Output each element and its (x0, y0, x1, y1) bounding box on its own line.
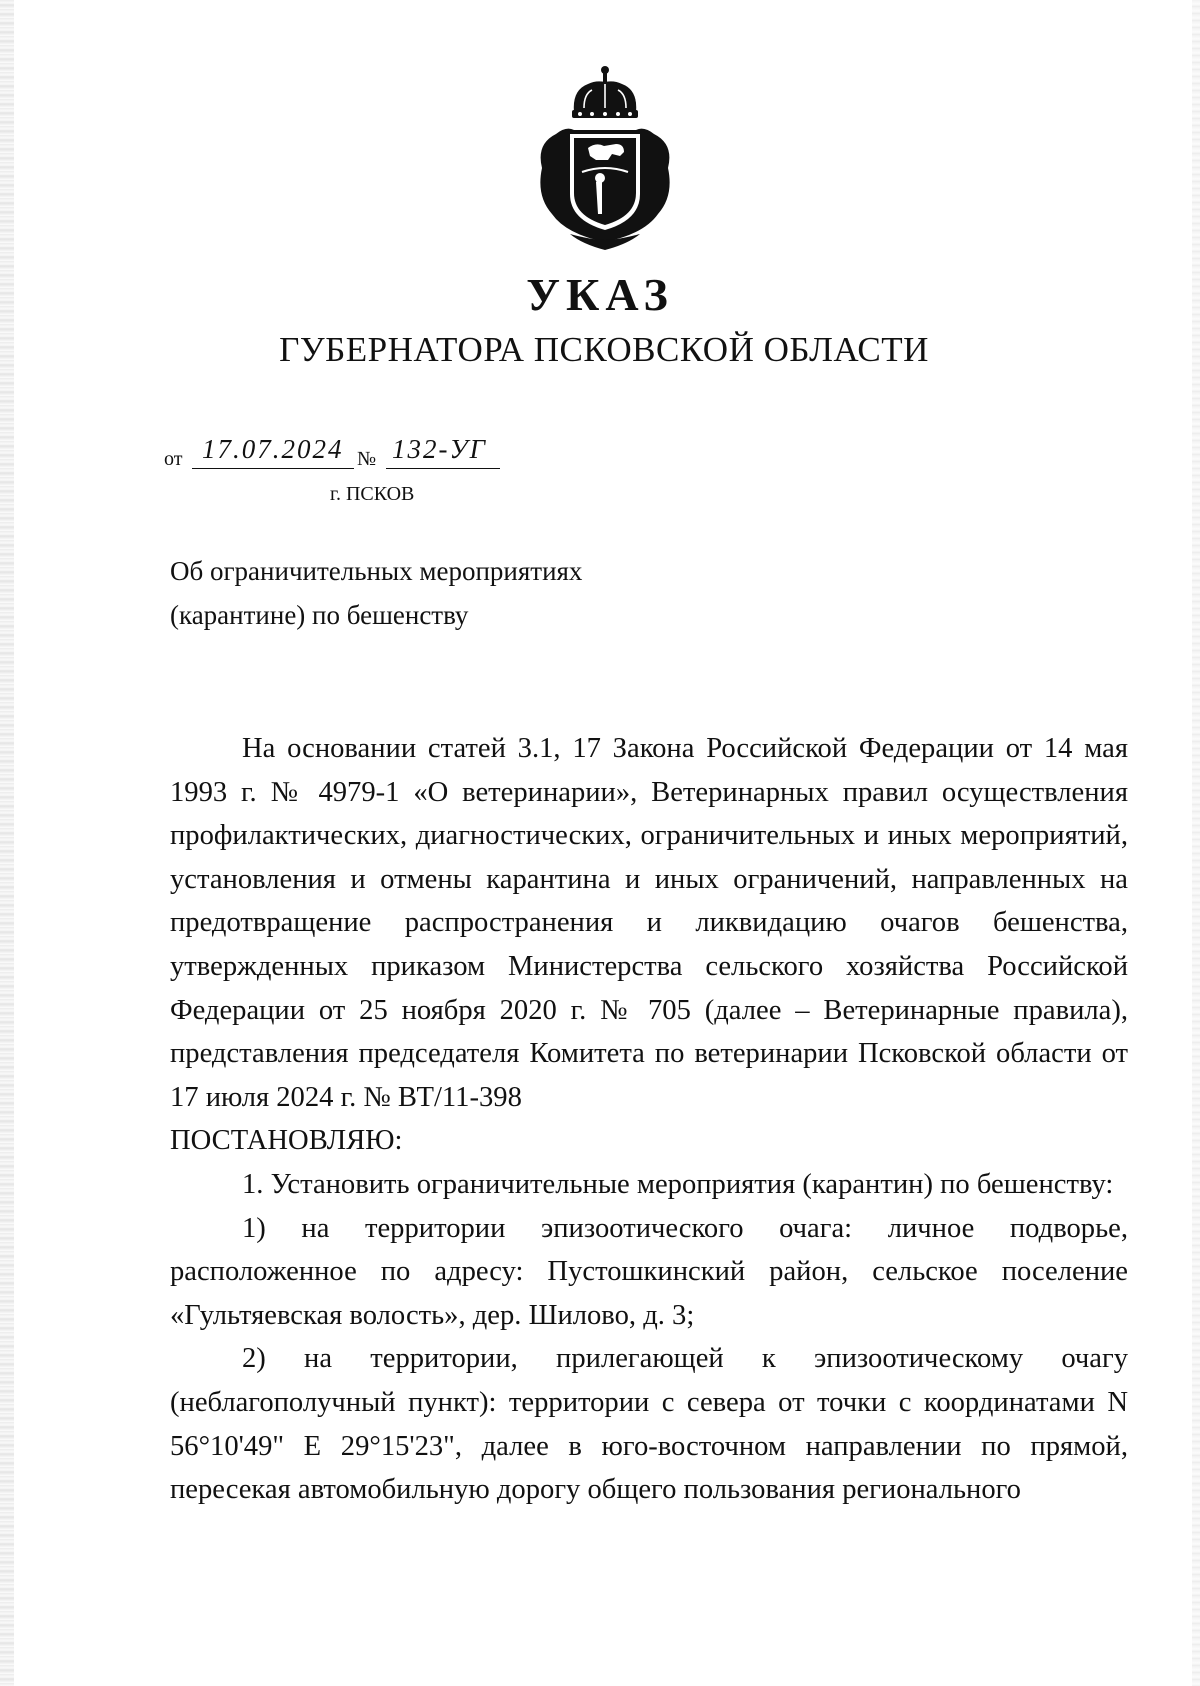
decree-subject (170, 549, 582, 637)
scan-edge-left (0, 0, 14, 1686)
date-underline (192, 468, 354, 469)
number-prefix: № (357, 448, 377, 470)
clause-1: 1. Установить ограничительные мероприятия (карантин) по бешенству: (242, 1168, 1114, 1200)
number-underline (386, 468, 500, 469)
subject-line: (карантине) по бешенству (170, 600, 469, 630)
resolve-heading: ПОСТАНОВЛЯЮ: (170, 1125, 403, 1157)
handwritten-number: 132-УГ (392, 434, 488, 464)
decree-title: УКАЗ (526, 269, 674, 320)
clause-1-item-2: 2) на территории, прилегающей к эпизоотическому очагу (неблагополучный пункт): территории с севера от точки с координатами N 56°10'49" E 29°15'23", далее в юго-восточном направлении по прямой, пересекая автомобильную дорогу общего пользования регионального (170, 1343, 1128, 1506)
preamble-paragraph: На основании статей 3.1, 17 Закона Российской Федерации от 14 мая 1993 г. № 4979-1 «О ветеринарии», Ветеринарных правил осуществления профилактических, диагностических, ограничительных и иных мероприятий, установления и отмены карантина и иных ограничений, направленных на предотвращение распространения и ликвидацию очагов бешенства, утвержденных приказом Министерства сельского хозяйства Российской Федерации от 25 ноября 2020 г. № 705 (далее – Ветеринарные правила), представления председателя Комитета по ветеринарии Псковской области от 17 июля 2024 г. № ВТ/11-398 (170, 733, 1128, 1113)
date-prefix: от (164, 448, 183, 470)
clause-1-item-1: 1) на территории эпизоотического очага: личное подворье, расположенное по адресу: Пустошкинский район, сельское поселение «Гультяевская волость», дер. Шилово, д. 3; (170, 1212, 1128, 1331)
handwritten-date: 17.07.2024 (202, 434, 344, 464)
decree-body (170, 727, 1128, 1512)
subject-line: Об ограничительных мероприятиях (170, 556, 583, 586)
issue-city: г. ПСКОВ (330, 483, 415, 505)
scan-edge-right (1192, 0, 1200, 1686)
date-number-line (164, 434, 544, 474)
coat-of-arms-icon (532, 64, 678, 254)
issuing-authority: ГУБЕРНАТОРА ПСКОВСКОЙ ОБЛАСТИ (279, 330, 929, 369)
